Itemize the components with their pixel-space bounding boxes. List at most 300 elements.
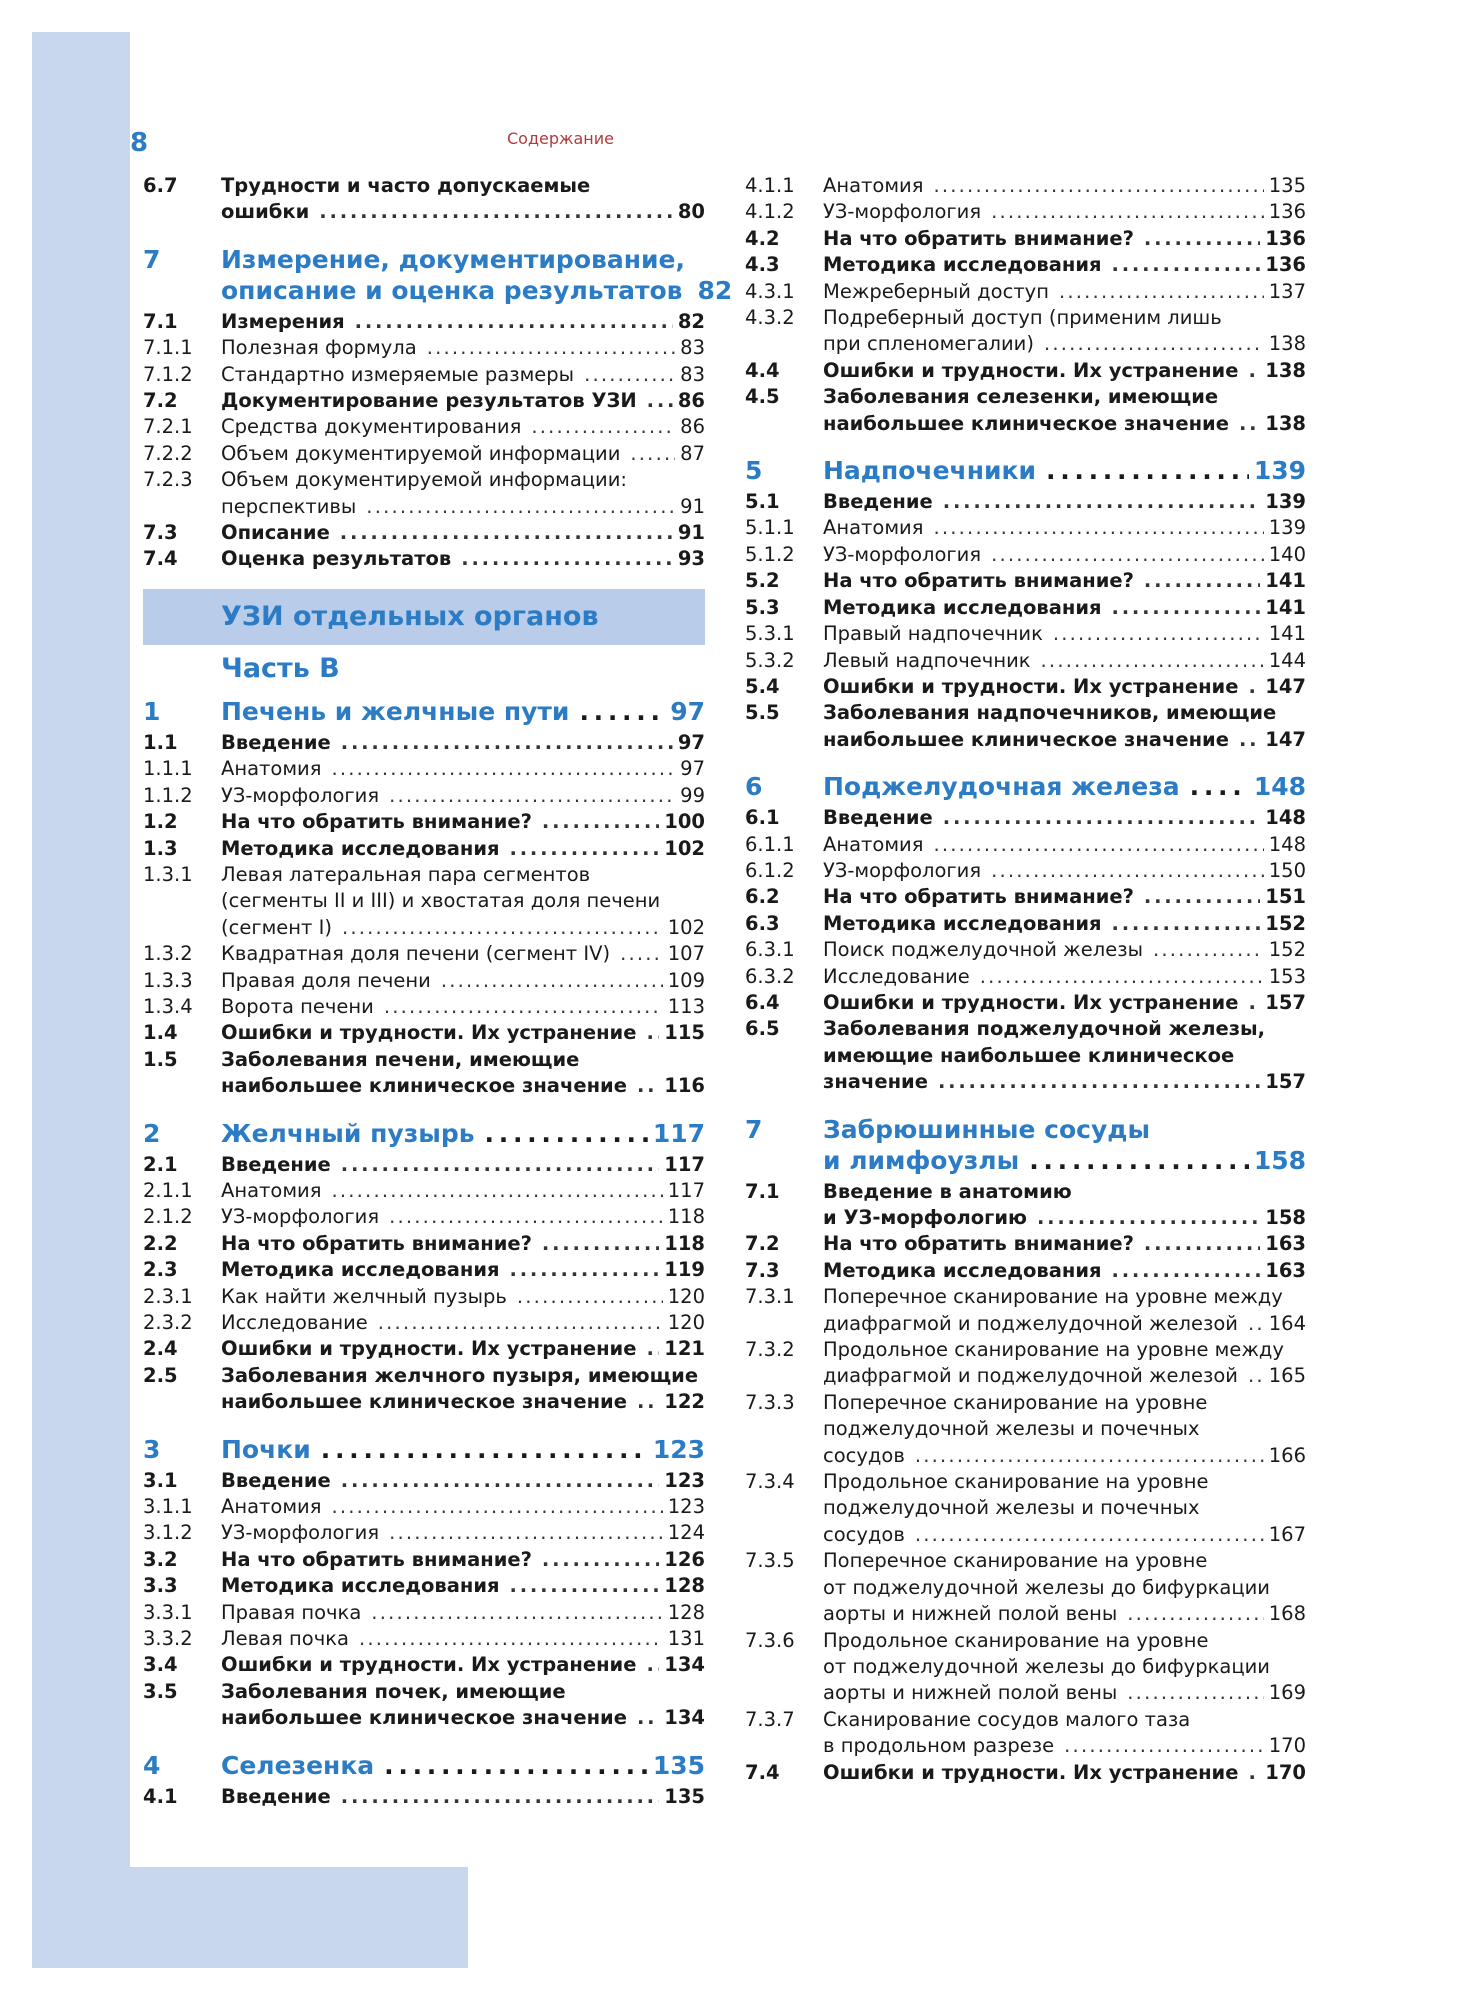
toc-chapter-entry <box>745 455 1306 486</box>
toc-entry <box>745 805 1306 831</box>
toc-page-number: 139 <box>1268 516 1306 540</box>
dot-leader <box>510 1257 660 1283</box>
toc-entry-title: Поджелудочная железа <box>823 772 1180 802</box>
toc-entry-title: Правая почка <box>221 1600 362 1624</box>
page-number: 8 <box>130 128 149 158</box>
toc-chapter-entry <box>143 244 733 306</box>
dot-leader <box>915 1522 1264 1548</box>
dot-leader <box>1029 1145 1249 1176</box>
toc-entry-title-line: Заболевания селезенки, имеющие <box>823 385 1219 409</box>
toc-page-number: 120 <box>667 1284 705 1308</box>
toc-entry <box>745 1337 1306 1390</box>
toc-chapter-entry <box>745 771 1306 802</box>
toc-entry <box>143 441 705 467</box>
dot-leader <box>1248 1311 1264 1337</box>
toc-entry-number: 7.1 <box>143 309 178 333</box>
toc-page-number: 83 <box>680 336 705 360</box>
dot-leader <box>389 783 675 809</box>
toc-entry-number: 2.1.2 <box>143 1205 193 1229</box>
toc-entry <box>143 968 705 994</box>
toc-entry <box>745 648 1306 674</box>
toc-page-number: 82 <box>677 309 705 333</box>
toc-entry-number: 7.4 <box>143 547 178 571</box>
toc-entry-title: (сегмент I) <box>221 915 332 939</box>
toc-entry-title: На что обратить внимание? <box>823 1232 1134 1256</box>
toc-chapter-entry <box>143 1434 705 1465</box>
toc-entry-title: УЗ-морфология <box>221 1521 380 1545</box>
dot-leader <box>389 1204 663 1230</box>
toc-entry-number: 1.5 <box>143 1047 178 1071</box>
toc-entry-number: 2.3.1 <box>143 1284 193 1308</box>
toc-entry-title: Описание <box>221 521 330 545</box>
dot-leader <box>342 915 663 941</box>
toc-page-number: 131 <box>667 1627 705 1651</box>
toc-page-number: 118 <box>664 1231 705 1255</box>
toc-entry <box>745 305 1306 358</box>
dot-leader <box>943 489 1261 515</box>
toc-entry <box>745 858 1306 884</box>
running-title: Содержание <box>507 129 614 148</box>
dot-leader <box>1248 358 1260 384</box>
toc-entry <box>143 1547 705 1573</box>
toc-page-number: 97 <box>680 757 705 781</box>
toc-entry-title-line: Подреберный доступ (применим лишь <box>823 306 1222 330</box>
dot-leader <box>1059 279 1264 305</box>
dot-leader <box>1248 1760 1260 1786</box>
toc-entry <box>143 546 705 572</box>
toc-entry-title: описание и оценка результатов <box>221 275 683 305</box>
toc-entry-title-line: Заболевания надпочечников, имеющие <box>823 701 1277 725</box>
toc-entry <box>143 994 705 1020</box>
dot-leader <box>1044 331 1264 357</box>
toc-entry-title: Левый надпочечник <box>823 648 1031 672</box>
toc-entry-title-line: Сканирование сосудов малого таза <box>823 1707 1191 1731</box>
toc-entry-number: 7.2.1 <box>143 415 193 439</box>
toc-entry <box>143 1600 705 1626</box>
toc-entry-title: и лимфоузлы <box>823 1145 1020 1175</box>
toc-entry <box>745 489 1306 515</box>
dot-leader <box>321 1434 648 1465</box>
toc-entry-title: перспективы <box>221 494 357 518</box>
toc-page-number: 136 <box>1265 253 1306 277</box>
dot-leader <box>637 1073 659 1099</box>
toc-entry-number: 4.3 <box>745 253 780 277</box>
toc-list-right <box>745 173 1306 1786</box>
toc-page-number: 124 <box>667 1521 705 1545</box>
toc-entry-title: Оценка результатов <box>221 547 452 571</box>
toc-entry <box>143 1652 705 1678</box>
toc-entry <box>143 1020 705 1046</box>
toc-entry-title-line: Продольное сканирование на уровне <box>823 1470 1209 1494</box>
toc-page-number: 140 <box>1268 542 1306 566</box>
dot-leader <box>991 199 1264 225</box>
toc-entry-title: Методика исследования <box>823 595 1102 619</box>
toc-entry-number: 6.5 <box>745 1017 780 1041</box>
toc-entry-title: диафрагмой и поджелудочной железой <box>823 1364 1238 1388</box>
dot-leader <box>366 494 675 520</box>
toc-entry-number: 2.3.2 <box>143 1311 193 1334</box>
toc-entry <box>143 836 705 862</box>
toc-entry-title-line: Заболевания желчного пузыря, имеющие <box>221 1363 699 1387</box>
toc-entry-title: наибольшее клиническое значение <box>221 1390 627 1414</box>
toc-entry <box>143 1573 705 1599</box>
toc-entry-title: Методика исследования <box>221 1258 500 1282</box>
toc-entry <box>745 1628 1306 1707</box>
dot-leader <box>1144 884 1260 910</box>
toc-entry <box>143 862 705 941</box>
toc-page-number: 123 <box>664 1468 705 1492</box>
toc-entry-title: Почки <box>221 1434 311 1464</box>
toc-page-number: 164 <box>1268 1311 1306 1335</box>
toc-entry <box>143 309 705 335</box>
toc-entry-title: Правая доля печени <box>221 968 431 992</box>
dot-leader <box>915 1443 1264 1469</box>
toc-entry-number: 3.1 <box>143 1468 178 1492</box>
toc-page-number: 117 <box>652 1118 705 1148</box>
toc-entry <box>745 542 1306 568</box>
toc-entry-number: 6.1 <box>745 806 780 830</box>
toc-entry-title: Документирование результатов УЗИ <box>221 389 637 413</box>
toc-entry <box>745 1760 1306 1786</box>
toc-entry-number: 7.3.7 <box>745 1707 795 1731</box>
toc-entry <box>143 756 705 782</box>
toc-entry-title: УЗ-морфология <box>823 200 982 224</box>
dot-leader <box>933 832 1263 858</box>
toc-entry-number: 7.3.2 <box>745 1338 795 1362</box>
dot-leader <box>1239 727 1260 753</box>
toc-entry <box>143 1468 705 1494</box>
toc-entry-title: Анатомия <box>823 832 924 856</box>
dot-leader <box>943 805 1261 831</box>
toc-page-number: 158 <box>1253 1145 1306 1175</box>
toc-entry-title: Желчный пузырь <box>221 1118 475 1148</box>
toc-chapter-entry <box>745 1114 1306 1176</box>
toc-entry-title-line: Поперечное сканирование на уровне <box>823 1390 1208 1414</box>
toc-page-number: 102 <box>667 915 705 939</box>
toc-entry-title: наибольшее клиническое значение <box>221 1706 627 1730</box>
toc-entry-title: Объем документируемой информации <box>221 441 621 465</box>
toc-entry-title: Измерения <box>221 309 345 333</box>
toc-entry <box>143 1336 705 1362</box>
toc-page-number: 97 <box>677 730 705 754</box>
toc-entry-number: 7.3.3 <box>745 1390 795 1414</box>
toc-left-column <box>143 173 733 1810</box>
dot-leader <box>510 1573 660 1599</box>
part-subtitle: Часть B <box>221 652 340 684</box>
dot-leader <box>1112 1258 1261 1284</box>
toc-page-number: 153 <box>1268 964 1306 988</box>
toc-entry <box>143 362 705 388</box>
toc-page-number: 86 <box>680 415 705 439</box>
dot-leader <box>584 362 675 388</box>
dot-leader <box>1053 621 1264 647</box>
toc-entry-title: УЗ-морфология <box>823 542 982 566</box>
toc-entry-title: и УЗ-морфологию <box>823 1206 1027 1229</box>
toc-entry-title: Ошибки и трудности. Их устранение <box>823 1760 1239 1784</box>
toc-page-number: 83 <box>680 362 705 386</box>
toc-entry-number: 4.1 <box>143 1784 178 1808</box>
toc-list-left-bottom <box>143 696 705 1810</box>
toc-entry <box>745 832 1306 858</box>
toc-page-number: 136 <box>1268 200 1306 224</box>
toc-entry-number: 5.3.2 <box>745 648 795 672</box>
toc-entry-number: 4.3.2 <box>745 306 795 330</box>
toc-entry-title: наибольшее клиническое значение <box>823 727 1229 751</box>
dot-leader <box>517 1284 663 1310</box>
toc-entry-title-line: Объем документируемой информации: <box>221 468 627 492</box>
toc-entry-number: 3 <box>143 1434 161 1464</box>
toc-chapter-entry <box>143 1118 705 1149</box>
toc-entry-title: На что обратить внимание? <box>823 569 1134 593</box>
toc-page-number: 166 <box>1268 1443 1306 1467</box>
toc-entry-number: 2.1 <box>143 1152 178 1176</box>
toc-entry-number: 6.2 <box>745 885 780 909</box>
toc-entry-number: 1.4 <box>143 1021 178 1045</box>
toc-entry-title: Полезная формула <box>221 336 417 360</box>
toc-entry <box>745 621 1306 647</box>
toc-page-number: 86 <box>677 389 705 413</box>
dot-leader <box>340 520 673 546</box>
toc-page-number: 119 <box>664 1258 705 1282</box>
toc-entry-title-line: имеющие наибольшее клиническое <box>823 1043 1235 1067</box>
toc-page-number: 136 <box>1265 226 1306 250</box>
toc-entry-title-line: (сегменты II и III) и хвостатая доля печени <box>221 889 661 913</box>
dot-leader <box>331 756 675 782</box>
toc-page-number: 138 <box>1268 332 1306 356</box>
dot-leader <box>1112 252 1261 278</box>
toc-page-number: 121 <box>664 1337 705 1361</box>
toc-entry-title: Введение <box>221 1784 331 1808</box>
dot-leader <box>1046 455 1249 486</box>
toc-entry-number: 6.7 <box>143 174 178 197</box>
dot-leader <box>646 1652 659 1678</box>
toc-entry-number: 2 <box>143 1118 161 1148</box>
toc-entry <box>143 1520 705 1546</box>
dot-leader <box>542 1547 659 1573</box>
toc-entry <box>745 1469 1306 1548</box>
dot-leader <box>341 1468 660 1494</box>
toc-entry-title: Левая почка <box>221 1627 349 1651</box>
toc-page-number: 126 <box>664 1547 705 1571</box>
toc-entry <box>143 1047 705 1100</box>
toc-entry-title: Методика исследования <box>221 1574 500 1598</box>
toc-entry-number: 6 <box>745 772 763 802</box>
toc-entry <box>745 1016 1306 1095</box>
toc-list-left-top <box>143 173 733 573</box>
dot-leader <box>389 1520 663 1546</box>
toc-entry <box>143 414 705 440</box>
toc-page-number: 148 <box>1253 772 1306 802</box>
toc-page-number: 117 <box>664 1152 705 1176</box>
toc-entry-number: 3.3.2 <box>143 1627 193 1651</box>
toc-entry-title: Стандартно измеряемые размеры <box>221 362 575 386</box>
toc-entry <box>143 1679 705 1732</box>
toc-entry <box>143 467 705 520</box>
toc-entry-number: 5 <box>745 456 763 486</box>
toc-entry <box>143 1152 705 1178</box>
toc-entry-title-line: Заболевания почек, имеющие <box>221 1679 566 1703</box>
dot-leader <box>331 1178 662 1204</box>
toc-entry-number: 1.3.3 <box>143 968 193 992</box>
toc-entry-title-line: поджелудочной железы и почечных <box>823 1496 1200 1520</box>
toc-entry-number: 2.5 <box>143 1363 178 1387</box>
toc-entry-title: Поиск поджелудочной железы <box>823 938 1143 962</box>
dot-leader <box>980 964 1264 990</box>
toc-entry-title-line: Заболевания печени, имеющие <box>221 1047 580 1071</box>
toc-entry-number: 1.2 <box>143 810 178 834</box>
toc-page-number: 118 <box>667 1205 705 1229</box>
toc-entry-number: 2.2 <box>143 1231 178 1255</box>
toc-entry-title: сосудов <box>823 1443 905 1467</box>
toc-entry-number: 7.1.2 <box>143 362 193 386</box>
toc-entry-title-line: Поперечное сканирование на уровне <box>823 1549 1208 1573</box>
toc-entry-title: На что обратить внимание? <box>823 226 1134 250</box>
dot-leader <box>579 696 665 727</box>
toc-entry <box>143 1231 705 1257</box>
toc-page-number: 100 <box>664 810 705 834</box>
toc-entry-title-line: Введение в анатомию <box>823 1179 1072 1203</box>
toc-page-number: 116 <box>664 1074 705 1098</box>
toc-entry <box>143 809 705 835</box>
toc-entry-title: На что обратить внимание? <box>221 1231 532 1255</box>
toc-entry-number: 1.1.1 <box>143 757 193 781</box>
dot-leader <box>933 173 1263 199</box>
dot-leader <box>1153 937 1264 963</box>
toc-page-number: 80 <box>677 200 705 224</box>
toc-entry <box>143 1494 705 1520</box>
toc-page-number: 147 <box>1265 674 1306 698</box>
toc-page-number: 169 <box>1268 1681 1306 1705</box>
toc-entry-title-line: Заболевания поджелудочной железы, <box>823 1017 1266 1041</box>
dot-leader <box>461 546 673 572</box>
toc-chapter-entry <box>143 696 705 727</box>
toc-page-number: 135 <box>1268 174 1306 197</box>
toc-entry-title: значение <box>823 1070 928 1094</box>
toc-entry <box>143 1257 705 1283</box>
toc-entry-number: 7.2 <box>745 1232 780 1256</box>
dot-leader <box>1239 411 1260 437</box>
dot-leader <box>1127 1680 1263 1706</box>
toc-entry <box>143 1363 705 1416</box>
toc-page-number: 128 <box>667 1600 705 1624</box>
toc-entry-title: ошибки <box>221 200 310 224</box>
toc-page-number: 97 <box>670 696 705 726</box>
toc-page-number: 148 <box>1265 806 1306 830</box>
dot-leader <box>646 1336 659 1362</box>
toc-entry-number: 7.1 <box>745 1179 780 1203</box>
dot-leader <box>630 441 675 467</box>
toc-entry-number: 5.5 <box>745 701 780 725</box>
toc-page-number: 82 <box>697 275 733 305</box>
toc-entry-number: 1.1 <box>143 730 178 754</box>
toc-entry-number: 4 <box>143 1750 161 1780</box>
dot-leader <box>1127 1601 1263 1627</box>
dot-leader <box>1037 1205 1260 1231</box>
toc-entry-number: 5.3.1 <box>745 622 795 646</box>
toc-page-number: 148 <box>1268 832 1306 856</box>
toc-page-number: 158 <box>1265 1206 1306 1229</box>
toc-entry-number: 3.1.1 <box>143 1495 193 1519</box>
toc-entry-number: 4.3.1 <box>745 279 795 303</box>
toc-page-number: 123 <box>652 1434 705 1464</box>
toc-entry <box>745 515 1306 541</box>
toc-entry-title: Методика исследования <box>823 253 1102 277</box>
toc-entry-number: 1 <box>143 696 161 726</box>
toc-entry-title: Анатомия <box>221 757 322 781</box>
toc-page-number: 170 <box>1268 1734 1306 1758</box>
toc-entry-title: Введение <box>221 730 331 754</box>
dot-leader <box>542 809 659 835</box>
toc-right-column <box>745 173 1306 1786</box>
toc-entry <box>745 252 1306 278</box>
dot-leader <box>510 836 660 862</box>
toc-entry <box>143 1784 705 1810</box>
toc-entry-title-line: Поперечное сканирование на уровне между <box>823 1285 1283 1309</box>
toc-entry-title: На что обратить внимание? <box>823 885 1134 909</box>
dot-leader <box>384 1750 648 1781</box>
toc-entry-number: 2.1.1 <box>143 1178 193 1202</box>
toc-entry-title: Средства документирования <box>221 415 522 439</box>
toc-entry-number: 4.1.1 <box>745 174 795 197</box>
toc-page-number: 99 <box>680 783 705 807</box>
dot-leader <box>384 994 663 1020</box>
toc-entry-number: 3.1.2 <box>143 1521 193 1545</box>
toc-entry-title: Квадратная доля печени (сегмент IV) <box>221 942 611 966</box>
toc-page-number: 152 <box>1268 938 1306 962</box>
dot-leader <box>1248 674 1260 700</box>
toc-page-number: 107 <box>667 942 705 966</box>
toc-entry-number: 7.2.2 <box>143 441 193 465</box>
dot-leader <box>647 388 673 414</box>
toc-entry-number: 1.1.2 <box>143 783 193 807</box>
toc-entry-number: 7.2 <box>143 389 178 413</box>
toc-page-number: 135 <box>652 1750 705 1780</box>
toc-entry-title: аорты и нижней полой вены <box>823 1681 1118 1705</box>
dot-leader <box>319 199 673 225</box>
toc-page-number: 151 <box>1265 885 1306 909</box>
toc-entry-title: Ошибки и трудности. Их устранение <box>823 990 1239 1014</box>
toc-entry <box>745 226 1306 252</box>
dot-leader <box>331 1494 662 1520</box>
toc-entry <box>143 335 705 361</box>
toc-entry-title-line: поджелудочной железы и почечных <box>823 1417 1200 1441</box>
toc-entry-title: УЗ-морфология <box>823 858 982 882</box>
dot-leader <box>1144 226 1260 252</box>
toc-entry-number: 6.4 <box>745 990 780 1014</box>
toc-page-number: 168 <box>1268 1602 1306 1626</box>
part-banner <box>143 589 705 645</box>
toc-entry-title-line: Измерение, документирование, <box>221 244 685 274</box>
toc-entry-title: диафрагмой и поджелудочной железой <box>823 1311 1238 1335</box>
toc-entry-number: 7.3.5 <box>745 1549 795 1573</box>
toc-entry-title: Исследование <box>221 1311 368 1334</box>
toc-entry-number: 7.3 <box>143 521 178 545</box>
toc-page-number: 139 <box>1265 490 1306 514</box>
toc-entry-number: 1.3 <box>143 836 178 860</box>
toc-entry <box>745 173 1306 199</box>
dot-leader <box>371 1600 662 1626</box>
toc-entry-number: 7.3.1 <box>745 1285 795 1309</box>
toc-entry-number: 7.2.3 <box>143 468 193 492</box>
toc-entry-title: Как найти желчный пузырь <box>221 1284 507 1308</box>
toc-page-number: 147 <box>1265 727 1306 751</box>
toc-entry-number: 5.1 <box>745 490 780 514</box>
dot-leader <box>542 1231 659 1257</box>
toc-entry-number: 7.3.6 <box>745 1628 795 1652</box>
dot-leader <box>1190 771 1249 802</box>
toc-entry-title: Анатомия <box>221 1495 322 1519</box>
toc-page-number: 141 <box>1265 595 1306 619</box>
